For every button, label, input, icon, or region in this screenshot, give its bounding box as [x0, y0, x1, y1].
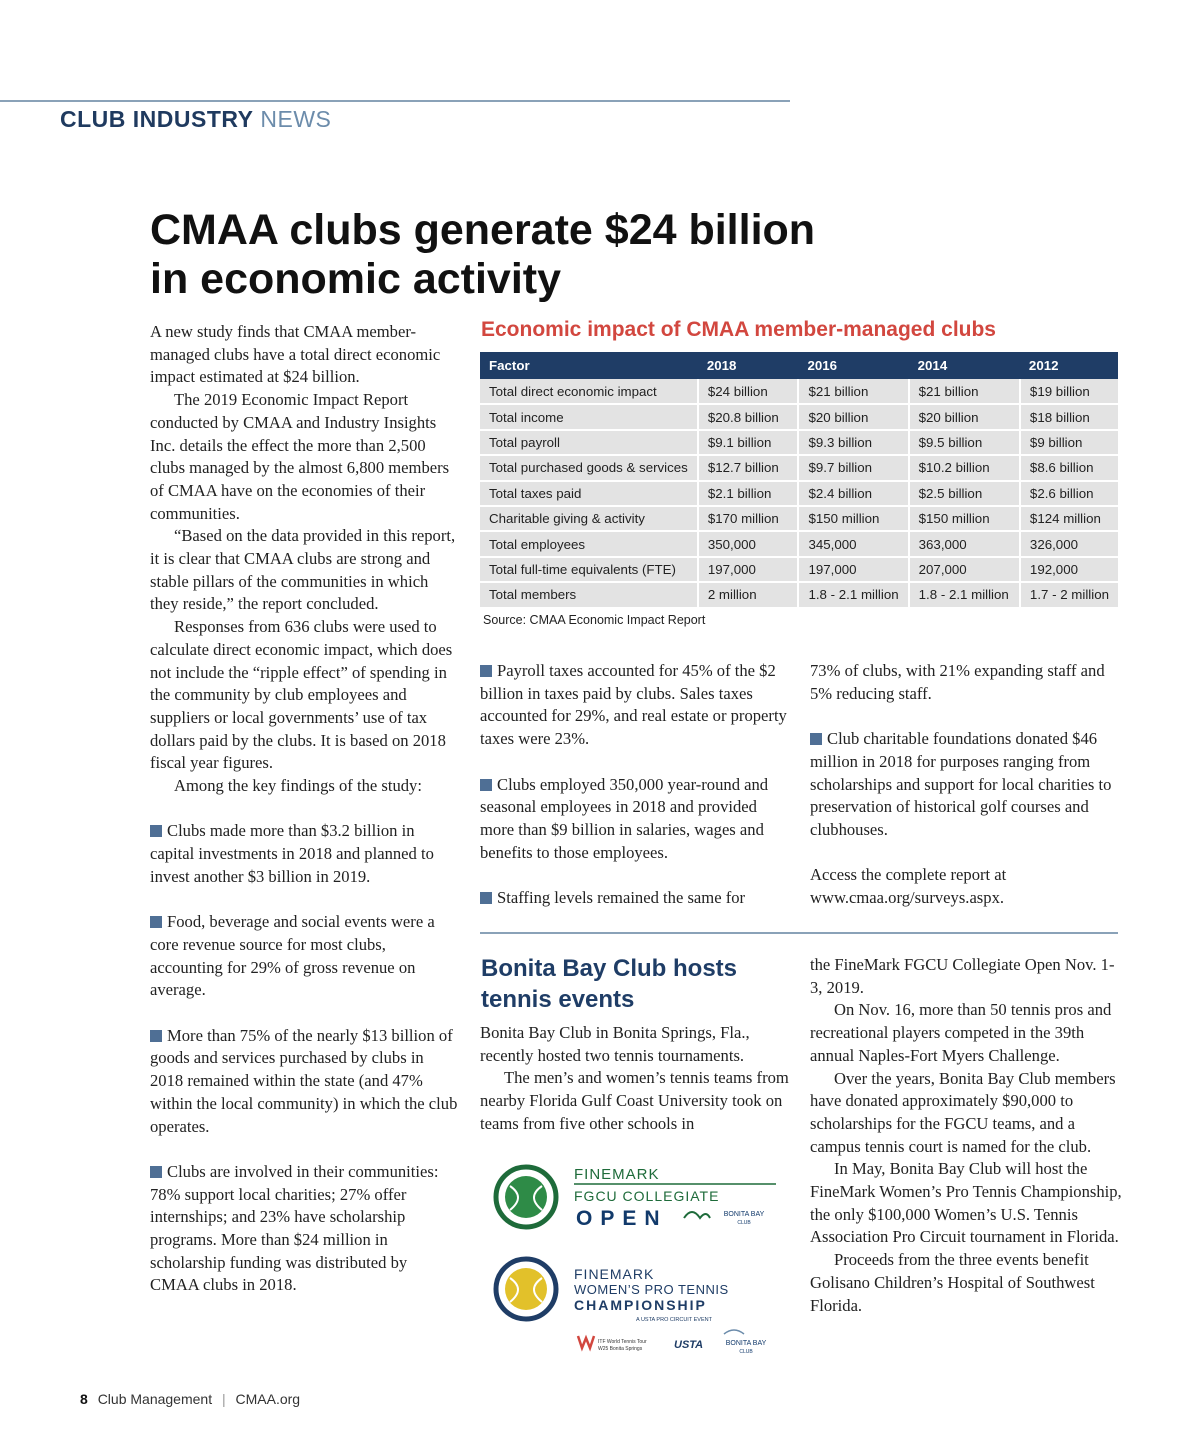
column-header: 2018: [698, 352, 799, 379]
table-cell: $2.5 billion: [909, 481, 1020, 506]
usta-logo: USTA: [674, 1339, 704, 1351]
table-row: [480, 506, 1118, 531]
table-cell: $20 billion: [909, 404, 1020, 429]
tennis-ball-icon: [505, 1176, 547, 1218]
logo1-line3: OPEN: [576, 1207, 668, 1230]
table-cell: 326,000: [1020, 531, 1118, 556]
bonita-bay-mark: BONITA BAY: [723, 1211, 765, 1218]
table-row: [480, 430, 1118, 455]
finding-bullet: Staffing levels remained the same for: [480, 887, 790, 910]
paragraph: Over the years, Bonita Bay Club members have donated approximately $90,000 to scholarships for the FGCU teams, and a campus tennis court is named for the club.: [810, 1068, 1116, 1156]
table-source: Source: CMAA Economic Impact Report: [483, 613, 706, 627]
access-report-text: Access the complete report at www.cmaa.org/surveys.aspx.: [810, 865, 1007, 907]
table-cell: Total full-time equivalents (FTE): [480, 557, 698, 582]
table-cell: $18 billion: [1020, 404, 1118, 429]
square-bullet-icon: [150, 1166, 162, 1178]
table-cell: 197,000: [698, 557, 799, 582]
table-cell: Total income: [480, 404, 698, 429]
table-cell: $124 million: [1020, 506, 1118, 531]
square-bullet-icon: [810, 733, 822, 745]
table-cell: $2.6 billion: [1020, 481, 1118, 506]
table-cell: Total payroll: [480, 430, 698, 455]
table-row: [480, 404, 1118, 429]
paragraph: On Nov. 16, more than 50 tennis pros and recreational players competed in the 39th annual Naples-Fort Myers Challenge.: [810, 1000, 1112, 1065]
footer-separator: |: [221, 1391, 226, 1407]
table-cell: $170 million: [698, 506, 799, 531]
table-cell: $2.1 billion: [698, 481, 799, 506]
world-tennis-tour-icon: [578, 1336, 594, 1348]
table-cell: 1.7 - 2 million: [1020, 582, 1118, 607]
column-header: 2014: [909, 352, 1020, 379]
table-row: [480, 531, 1118, 556]
table-cell: Total members: [480, 582, 698, 607]
paragraph: the FineMark FGCU Collegiate Open Nov. 1-3, 2019.: [810, 955, 1115, 997]
table-cell: $21 billion: [909, 379, 1020, 404]
finemark-fgcu-open-logo: [496, 1166, 776, 1230]
table-cell: $9 billion: [1020, 430, 1118, 455]
logo2-line1: FINEMARK: [574, 1266, 655, 1282]
tournament-logos: [488, 1148, 788, 1363]
page-footer: [80, 1391, 300, 1407]
finding-bullet: More than 75% of the nearly $13 billion of goods and services purchased by clubs in 2018 remained within the state (and 47% within the local community) in which the club operates.: [150, 1025, 458, 1136]
column-header: 2016: [798, 352, 908, 379]
table-cell: $24 billion: [698, 379, 799, 404]
paragraph: The 2019 Economic Impact Report conducted by CMAA and Industry Insights Inc. details the effect the more than 2,500 clubs managed by the almost 6,800 members of CMAA have on the economies of their communities.: [150, 390, 450, 523]
column-header: Factor: [480, 352, 698, 379]
fgcu-eagle-icon: [684, 1212, 710, 1218]
table-row: [480, 379, 1118, 404]
header-rule: [0, 100, 790, 102]
finemark-womens-pro-tennis-logo: [496, 1259, 767, 1355]
table-cell: $12.7 billion: [698, 455, 799, 480]
paragraph: In May, Bonita Bay Club will host the FineMark Women’s Pro Tennis Championship, the only $100,000 Women’s U.S. Tennis Association Pro Circuit tournament in Florida.: [810, 1159, 1122, 1247]
table-cell: 1.8 - 2.1 million: [798, 582, 908, 607]
logo2-line4: A USTA PRO CIRCUIT EVENT: [636, 1317, 712, 1323]
table-row: [480, 557, 1118, 582]
table-cell: 192,000: [1020, 557, 1118, 582]
table-cell: Total employees: [480, 531, 698, 556]
table-cell: $8.6 billion: [1020, 455, 1118, 480]
section-label-bold: CLUB INDUSTRY: [60, 106, 254, 132]
table-cell: $21 billion: [798, 379, 908, 404]
svg-text:ITF World Tennis Tour: ITF World Tennis Tour: [598, 1339, 647, 1345]
table-cell: $150 million: [798, 506, 908, 531]
table-cell: Total purchased goods & services: [480, 455, 698, 480]
finding-bullet: Clubs made more than $3.2 billion in capital investments in 2018 and planned to invest another $3 billion in 2019.: [150, 821, 434, 886]
square-bullet-icon: [480, 665, 492, 677]
svg-text:CLUB: CLUB: [737, 1220, 751, 1226]
logo2-line3: CHAMPIONSHIP: [574, 1297, 707, 1313]
table-row: [480, 582, 1118, 607]
tennis-ball-icon: [505, 1268, 547, 1310]
square-bullet-icon: [150, 825, 162, 837]
site-name: CMAA.org: [235, 1391, 301, 1407]
table-cell: Charitable giving & activity: [480, 506, 698, 531]
table-cell: $9.5 billion: [909, 430, 1020, 455]
table-cell: 363,000: [909, 531, 1020, 556]
paragraph: 73% of clubs, with 21% expanding staff and 5% reducing staff.: [810, 661, 1105, 703]
section-label-light: NEWS: [260, 106, 332, 132]
publication-name: Club Management: [97, 1391, 213, 1407]
table-cell: 207,000: [909, 557, 1020, 582]
finding-bullet: Clubs employed 350,000 year-round and seasonal employees in 2018 and provided more than $9 billion in salaries, wages and benefits to those employees.: [480, 774, 769, 862]
table-cell: Total direct economic impact: [480, 379, 698, 404]
sidebar-column-1: [480, 1022, 790, 1136]
table-row: [480, 481, 1118, 506]
square-bullet-icon: [480, 892, 492, 904]
table-cell: $20.8 billion: [698, 404, 799, 429]
table-cell: $9.7 billion: [798, 455, 908, 480]
table-cell: 1.8 - 2.1 million: [909, 582, 1020, 607]
paragraph: Among the key findings of the study:: [174, 776, 422, 796]
sidebar-headline: Bonita Bay Club hosts tennis events: [481, 955, 738, 1013]
paragraph: Responses from 636 clubs were used to calculate direct economic impact, which does not include the “ripple effect” of spending in the community by club employees and suppliers or local governments’ use of tax dollars paid by the clubs. It is based on 2018 fiscal year figures.: [150, 617, 453, 773]
paragraph: A new study finds that CMAA member-managed clubs have a total direct economic impact estimated at $24 billion.: [150, 322, 441, 387]
section-divider: [480, 932, 1118, 934]
table-cell: 350,000: [698, 531, 799, 556]
table-cell: $10.2 billion: [909, 455, 1020, 480]
table-cell: $19 billion: [1020, 379, 1118, 404]
table-cell: Total taxes paid: [480, 481, 698, 506]
table-cell: $9.1 billion: [698, 430, 799, 455]
paragraph: The men’s and women’s tennis teams from nearby Florida Gulf Coast University took on teams from five other schools in: [480, 1068, 789, 1133]
column-header: 2012: [1020, 352, 1118, 379]
table-cell: $9.3 billion: [798, 430, 908, 455]
finding-bullet: Club charitable foundations donated $46 million in 2018 for purposes ranging from scholarships and support for local charities to preservation of historical golf courses and clubhouses.: [810, 729, 1112, 839]
article-column-1: [150, 321, 460, 1297]
table-cell: 345,000: [798, 531, 908, 556]
svg-text:W25 Bonita Springs: W25 Bonita Springs: [598, 1346, 643, 1352]
table-row: [480, 455, 1118, 480]
finding-bullet: Clubs are involved in their communities: 78% support local charities; 27% offer internships; and 23% have scholarship programs. More than $24 million in scholarship funding was distributed by CMAA clubs in 2018.: [150, 1161, 439, 1295]
finding-bullet: Food, beverage and social events were a core revenue source for most clubs, accounting for 29% of gross revenue on average.: [150, 912, 435, 1000]
logo1-line1: FINEMARK: [574, 1166, 660, 1183]
page-number: 8: [80, 1391, 88, 1407]
table-cell: $150 million: [909, 506, 1020, 531]
table-cell: $20 billion: [798, 404, 908, 429]
table-title: Economic impact of CMAA member-managed clubs: [481, 318, 996, 341]
sidebar-column-2: [810, 954, 1122, 1317]
article-column-2: [480, 660, 790, 910]
article-headline: CMAA clubs generate $24 billion in economic activity: [150, 206, 816, 303]
bonita-bay-mark: BONITA BAY: [725, 1340, 767, 1347]
article-column-3: [810, 660, 1120, 910]
square-bullet-icon: [150, 916, 162, 928]
paragraph: Bonita Bay Club in Bonita Springs, Fla., recently hosted two tennis tournaments.: [480, 1023, 750, 1065]
table-cell: 2 million: [698, 582, 799, 607]
table-header-row: [480, 352, 1118, 379]
finding-bullet: Payroll taxes accounted for 45% of the $2 billion in taxes paid by clubs. Sales taxes accounted for 29%, and real estate or property taxes were 23%.: [480, 661, 787, 749]
section-label: [60, 106, 331, 133]
square-bullet-icon: [150, 1030, 162, 1042]
paragraph: “Based on the data provided in this report, it is clear that CMAA clubs are strong and stable pillars of the communities in which they reside,” the report concluded.: [150, 526, 456, 614]
logo2-line2: WOMEN’S PRO TENNIS: [574, 1282, 729, 1297]
logo1-line2: FGCU COLLEGIATE: [574, 1188, 720, 1204]
table-cell: $2.4 billion: [798, 481, 908, 506]
economic-impact-table: [480, 352, 1118, 609]
square-bullet-icon: [480, 779, 492, 791]
table-cell: 197,000: [798, 557, 908, 582]
paragraph: Proceeds from the three events benefit Golisano Children’s Hospital of Southwest Florida.: [810, 1250, 1095, 1315]
svg-text:CLUB: CLUB: [739, 1349, 753, 1355]
